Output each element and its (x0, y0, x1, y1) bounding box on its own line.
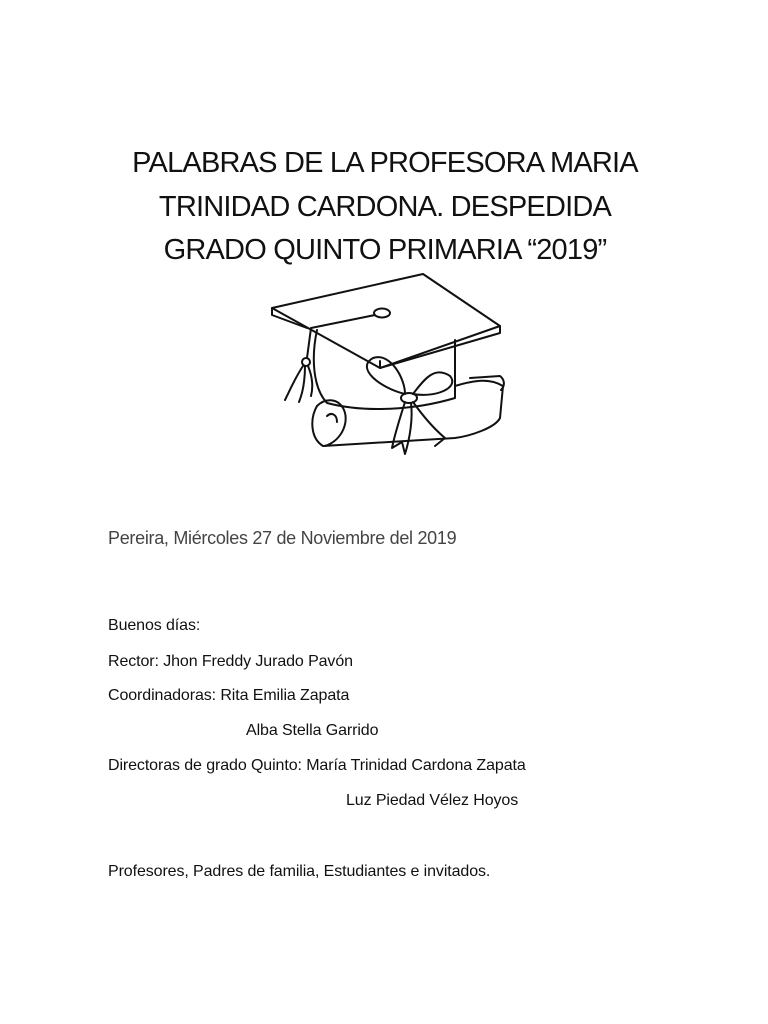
graduation-cap-diploma-icon (255, 268, 517, 474)
title-line-2: TRINIDAD CARDONA. DESPEDIDA (158, 191, 612, 223)
coordinadora-second-line: Alba Stella Garrido (246, 722, 379, 739)
rector-line: Rector: Jhon Freddy Jurado Pavón (108, 653, 353, 670)
greeting-opening: Buenos días: (108, 617, 201, 634)
coordinadoras-line: Coordinadoras: Rita Emilia Zapata (108, 687, 350, 704)
title-line-3: GRADO QUINTO PRIMARIA “2019” (163, 234, 607, 266)
date-line: Pereira, Miércoles 27 de Noviembre del 2019 (108, 528, 457, 548)
directora-second-line: Luz Piedad Vélez Hoyos (346, 792, 519, 809)
directoras-line: Directoras de grado Quinto: María Trinidad Cardona Zapata (108, 757, 526, 774)
audience-line: Profesores, Padres de familia, Estudiantes e invitados. (108, 863, 491, 880)
title-line-1: PALABRAS DE LA PROFESORA MARIA (132, 147, 638, 179)
